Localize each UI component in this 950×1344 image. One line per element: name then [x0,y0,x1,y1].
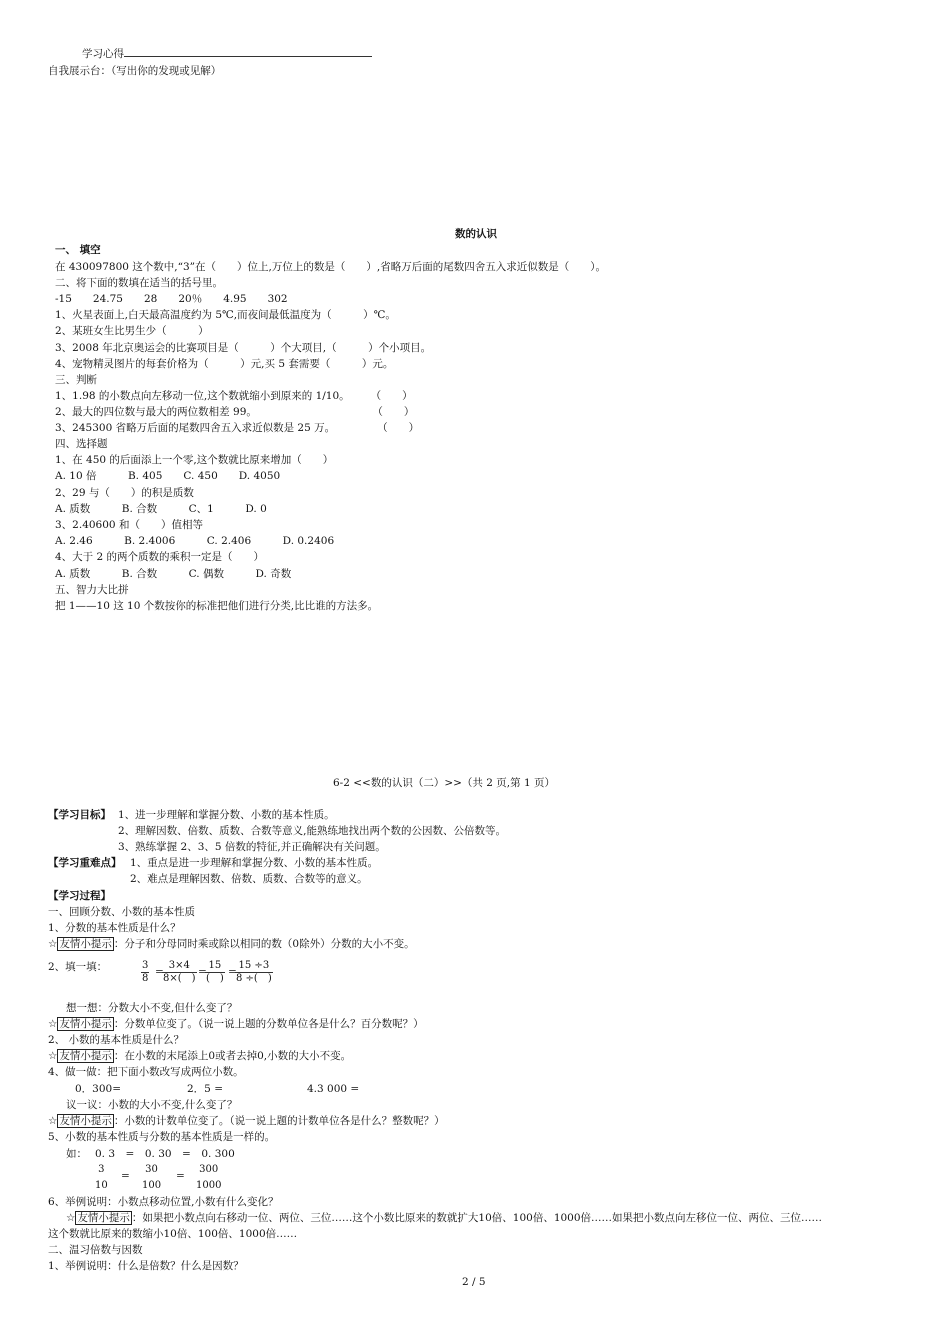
example-fraction-3-numerator: 300 [199,1164,219,1175]
lesson-header: 6-2 <<数的认识（二）>>（共 2 页,第 1 页） [333,777,555,789]
key-1: 1、重点是进一步理解和掌握分数、小数的基本性质。 [130,857,379,869]
hint-1-text: ：分子和分母同时乘或除以相同的数（0除外）分数的大小不变。 [113,938,415,950]
example-fraction-3-denominator: 1000 [196,1180,222,1191]
fraction-4 [235,960,273,985]
part-1-q2: 2、填一填： [48,961,108,973]
section-4-options-1: A. 10 倍 B. 405 C. 450 D. 4050 [55,470,281,482]
example-fraction-1 [94,1162,109,1194]
part-1-q6: 6、举例说明：小数点移动位置,小数有什么变化？ [48,1196,279,1208]
section-2-q3: 3、2008 年北京奥运会的比赛项目是（ ）个大项目,（ ）个小项目。 [55,342,432,354]
section-4-heading: 四、选择题 [55,438,108,450]
star-icon: ☆ [48,1018,58,1030]
section-4-q4: 4、大于 2 的两个质数的乘积一定是（ ） [55,551,265,563]
page-number: 2 / 5 [462,1276,486,1288]
hint-4 [48,1114,445,1128]
hint-label: 友情小提示 [77,1212,130,1224]
think-prompt: 想一想：分数大小不变,但什么变了？ [66,1002,238,1014]
hint-3 [48,1049,351,1063]
goal-3: 3、熟练掌握 2、3、5 倍数的特征,并正确解决有关问题。 [118,841,386,853]
section-5-heading: 五、智力大比拼 [55,584,129,596]
hint-5-text: ：如果把小数点向右移动一位、两位、三位……这个小数比原来的数就扩大10倍、100倍、1000倍……如果把小数点向左移位一位、两位、三位…… [131,1212,823,1224]
self-show-label: 自我展示台：（写出你的发现或见解） [48,65,222,77]
section-4-options-4: A. 质数 B. 合数 C. 偶数 D. 奇数 [55,568,292,580]
section-3-q1: 1、1.98 的小数点向左移动一位,这个数就缩小到原来的 1/10。 （ ） [55,390,413,402]
notes-label [82,47,372,61]
fraction-4-denominator: 8 ÷( ) [236,973,272,984]
fraction-1-denominator: 8 [142,973,149,984]
hint-label: 友情小提示 [59,938,112,950]
key-2: 2、难点是理解因数、倍数、质数、合数等的意义。 [130,873,368,885]
section-4-q1: 1、在 450 的后面添上一个零,这个数就比原来增加（ ） [55,454,334,466]
example-fraction-2-numerator: 30 [145,1164,158,1175]
part-2-heading: 二、温习倍数与因数 [48,1244,143,1256]
part-1-q4: 4、做一做：把下面小数改写成两位小数。 [48,1066,244,1078]
fraction-4-numerator: 15 ÷3 [235,960,273,973]
fraction-2-denominator: 8×( ) [163,973,196,984]
hint-label: 友情小提示 [59,1018,112,1030]
section-3-q2: 2、最大的四位数与最大的两位数相差 99。 （ ） [55,406,415,418]
process-label: 【学习过程】 [48,890,111,902]
fraction-2 [162,960,197,985]
hint-4-text: ：小数的计数单位变了。（说一说上题的计数单位各是什么？整数呢？） [113,1115,445,1127]
section-2-heading: 二、将下面的数填在适当的括号里。 [55,277,223,289]
hint-label: 友情小提示 [59,1050,112,1062]
example-fraction-3 [195,1162,222,1194]
hint-5-continued: 这个数就比原来的数缩小10倍、100倍、1000倍…… [48,1228,298,1240]
example-label: 如： [66,1148,87,1160]
example-fraction-2-denominator: 100 [142,1180,162,1191]
decimal-3: 4.3 000 = [307,1083,360,1095]
discuss-prompt: 议一议：小数的大小不变,什么变了？ [66,1099,238,1111]
fraction-3 [205,960,225,985]
section-5-question: 把 1——10 这 10 个数按你的标准把他们进行分类,比比谁的方法多。 [55,600,379,612]
section-4-options-3: A. 2.46 B. 2.4006 C. 2.406 D. 0.2406 [55,535,335,547]
example-fraction-1-numerator: 3 [98,1164,105,1175]
equals-sign: = [198,966,207,978]
example-fraction-2 [141,1162,162,1194]
star-icon: ☆ [48,1050,58,1062]
fraction-1 [141,960,149,985]
part-1-q5: 5、小数的基本性质与分数的基本性质是一样的。 [48,1131,276,1143]
section-3-heading: 三、判断 [55,374,97,386]
section-4-q3: 3、2.40600 和（ ）值相等 [55,519,203,531]
part-2-q1: 1、举例说明：什么是倍数？什么是因数？ [48,1260,244,1272]
section-3-q3: 3、245300 省略万后面的尾数四舍五入求近似数是 25 万。 （ ） [55,422,420,434]
hint-5 [66,1211,822,1225]
notes-underline [124,47,372,57]
star-icon: ☆ [48,938,58,950]
section-1-question: 在 430097800 这个数中,“3”在（ ）位上,万位上的数是（ ）,省略万后面的尾数四舍五入求近似数是（ ）。 [55,261,606,273]
section-2-q4: 4、宠物精灵图片的每套价格为（ ）元,买 5 套需要（ ）元。 [55,358,394,370]
equals-sign: = [228,966,237,978]
fraction-2-numerator: 3×4 [162,960,197,973]
section-2-q1: 1、火星表面上,白天最高温度约为 5℃,而夜间最低温度为（ ）℃。 [55,309,396,321]
goal-label: 【学习目标】 [48,809,111,821]
notes-label-text: 学习心得 [82,48,124,60]
equals-sign: = [155,966,164,978]
section-2-numbers: -15 24.75 28 20％ 4.95 302 [55,293,288,305]
hint-label: 友情小提示 [59,1115,112,1127]
decimal-1: 0．300= [75,1083,122,1095]
part-1-q3: 2、 小数的基本性质是什么？ [48,1034,185,1046]
hint-3-text: ：在小数的末尾添上0或者去掉0,小数的大小不变。 [113,1050,352,1062]
section-1-heading: 一、 填空 [55,244,101,256]
star-icon: ☆ [66,1212,76,1224]
section-4-options-2: A. 质数 B. 合数 C、1 D. 0 [55,503,267,515]
equals-sign: = [121,1170,130,1182]
fraction-3-numerator: 15 [205,960,225,973]
example-fraction-1-denominator: 10 [95,1180,108,1191]
star-icon: ☆ [48,1115,58,1127]
section-2-q2: 2、某班女生比男生少（ ） [55,325,209,337]
fraction-3-denominator: ( ) [206,973,224,984]
example-decimals: 0. 3 = 0. 30 = 0. 300 [95,1148,235,1160]
decimal-2: 2．5 = [187,1083,223,1095]
section-4-q2: 2、29 与（ ）的积是质数 [55,487,194,499]
hint-2-text: ：分数单位变了。（说一说上题的分数单位各是什么？百分数呢？） [113,1018,424,1030]
fraction-1-numerator: 3 [142,960,149,971]
hint-1 [48,937,415,951]
part-1-q1: 1、分数的基本性质是什么？ [48,922,181,934]
goal-2: 2、理解因数、倍数、质数、合数等意义,能熟练地找出两个数的公因数、公倍数等。 [118,825,507,837]
equals-sign: = [176,1170,185,1182]
part-1-heading: 一、回顾分数、小数的基本性质 [48,906,195,918]
hint-2 [48,1017,424,1031]
key-label: 【学习重难点】 [48,857,122,869]
goal-1: 1、进一步理解和掌握分数、小数的基本性质。 [118,809,335,821]
quiz-title: 数的认识 [455,228,497,240]
